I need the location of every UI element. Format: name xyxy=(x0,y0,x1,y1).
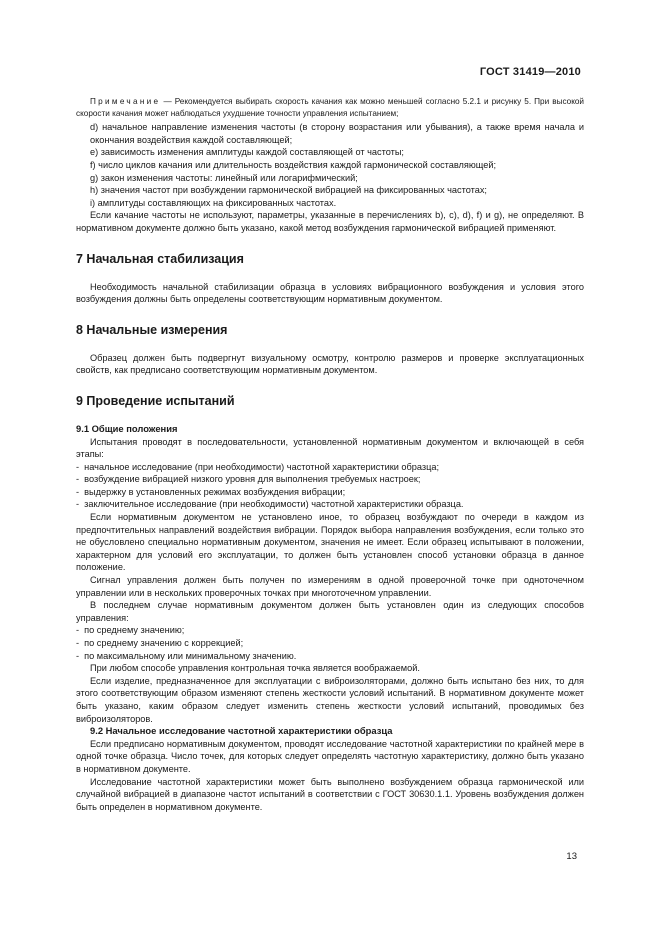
paragraph: Исследование частотной характеристики может быть выполнено возбуждением образца гармонической или случайной вибрацией в диапазоне частот испытаний в соответствии с ГОСТ 30630.1.1. Уровень возбуждения должен быть определен в нормативном документе. xyxy=(76,776,584,812)
list-item: f) число циклов качания или длительность воздействия каждой гармонической составляющей; xyxy=(90,159,497,170)
page-number: 13 xyxy=(566,851,577,862)
section-8-text: Образец должен быть подвергнут визуальному осмотру, контролю размеров и проверке эксплуатационных свойств, как предписано соответствующим нормативным документом. xyxy=(76,352,584,376)
stage-item: - возбуждение вибрацией низкого уровня для выполнения требуемых настроек; xyxy=(76,473,584,486)
section-9-title: 9 Проведение испытаний xyxy=(76,393,235,408)
paragraph: Если предписано нормативным документом, проводят исследование частотной характеристики по крайней мере в одной точке образца. Число точек, для которых следует определять частотную характеристику, должно быть указано в нормативном документе. xyxy=(76,738,584,774)
note-paragraph xyxy=(76,96,584,119)
paragraph: При любом способе управления контрольная точка является воображаемой. xyxy=(90,663,420,674)
paragraph: Испытания проводят в последовательности, установленной нормативным документом и включающей в себя этапы: xyxy=(76,436,584,460)
section-8-title: 8 Начальные измерения xyxy=(76,322,228,337)
page-content xyxy=(76,96,584,813)
method-item: - по максимальному или минимальному значению. xyxy=(76,650,584,663)
list-item: g) закон изменения частоты: линейный или логарифмический; xyxy=(90,172,358,183)
paragraph: Если изделие, предназначенное для эксплуатации с виброизоляторами, должно быть испытано без них, то для этого соответствующим образом изменяют степень жесткости условий испытаний. В нормативном документе может быть указано, каким образом следует изменить степень жесткости условий испытаний, проводимых без виброизоляторов. xyxy=(76,675,584,724)
section-7-title: 7 Начальная стабилизация xyxy=(76,251,244,266)
note-label: Примечание xyxy=(90,97,161,106)
paragraph: Сигнал управления должен быть получен по измерениям в одной проверочной точке при одноточечном управлении или в нескольких проверочных точках при многоточечном управлении. xyxy=(76,575,584,598)
paragraph: В последнем случае нормативным документом должен быть установлен один из следующих способов управления: xyxy=(76,600,584,623)
section-7-text: Необходимость начальной стабилизации образца в условиях вибрационного возбуждения и условия этого возбуждения должны быть определены соответствующим нормативным документом. xyxy=(76,281,584,305)
list-item: d) начальное направление изменения частоты (в сторону возрастания или убывания), а также время начала и окончания воздействия каждой составляющей; xyxy=(90,122,584,145)
list-item: i) амплитуды составляющих на фиксированных частотах. xyxy=(90,197,337,208)
stage-item: - заключительное исследование (при необходимости) частотной характеристики образца. xyxy=(76,498,584,511)
method-item: - по среднему значению; xyxy=(76,624,584,637)
list-item: e) зависимость изменения амплитуды каждой составляющей от частоты; xyxy=(90,147,404,158)
paragraph: Если нормативным документом не установлено иное, то образец возбуждают по очереди в каждом из предпочтительных направлений воздействия вибрации. Порядок выбора направления возбуждения, если только это не обусловлено специально нормативным документом, значения не имеет. Если образец испытывают в положении, характерном для условий его эксплуатации, то должен быть установлен способ установки образца в данное положение. xyxy=(76,512,584,573)
swing-paragraph: Если качание частоты не используют, параметры, указанные в перечислениях b), c), d), f) и g), не определяют. В нормативном документе должно быть указано, какой метод возбуждения гармонической вибрацией применяют. xyxy=(76,210,584,233)
stage-item: - начальное исследование (при необходимости) частотной характеристики образца; xyxy=(76,461,584,474)
list-item: h) значения частот при возбуждении гармонической вибрацией на фиксированных частотах; xyxy=(90,185,487,196)
note-text: — Рекомендуется выбирать скорость качания как можно меньшей согласно 5.2.1 и рисунку 5. При высокой скорости качания может наблюдаться ухудшение точности управления испытанием; xyxy=(76,97,584,118)
subsection-9-1-title: 9.1 Общие положения xyxy=(76,422,178,434)
method-item: - по среднему значению с коррекцией; xyxy=(76,637,584,650)
standard-header: ГОСТ 31419—2010 xyxy=(479,66,581,78)
subsection-9-2-title: 9.2 Начальное исследование частотной характеристики образца xyxy=(90,725,393,737)
stage-item: - выдержку в установленных режимах возбуждения вибрации; xyxy=(76,486,584,499)
